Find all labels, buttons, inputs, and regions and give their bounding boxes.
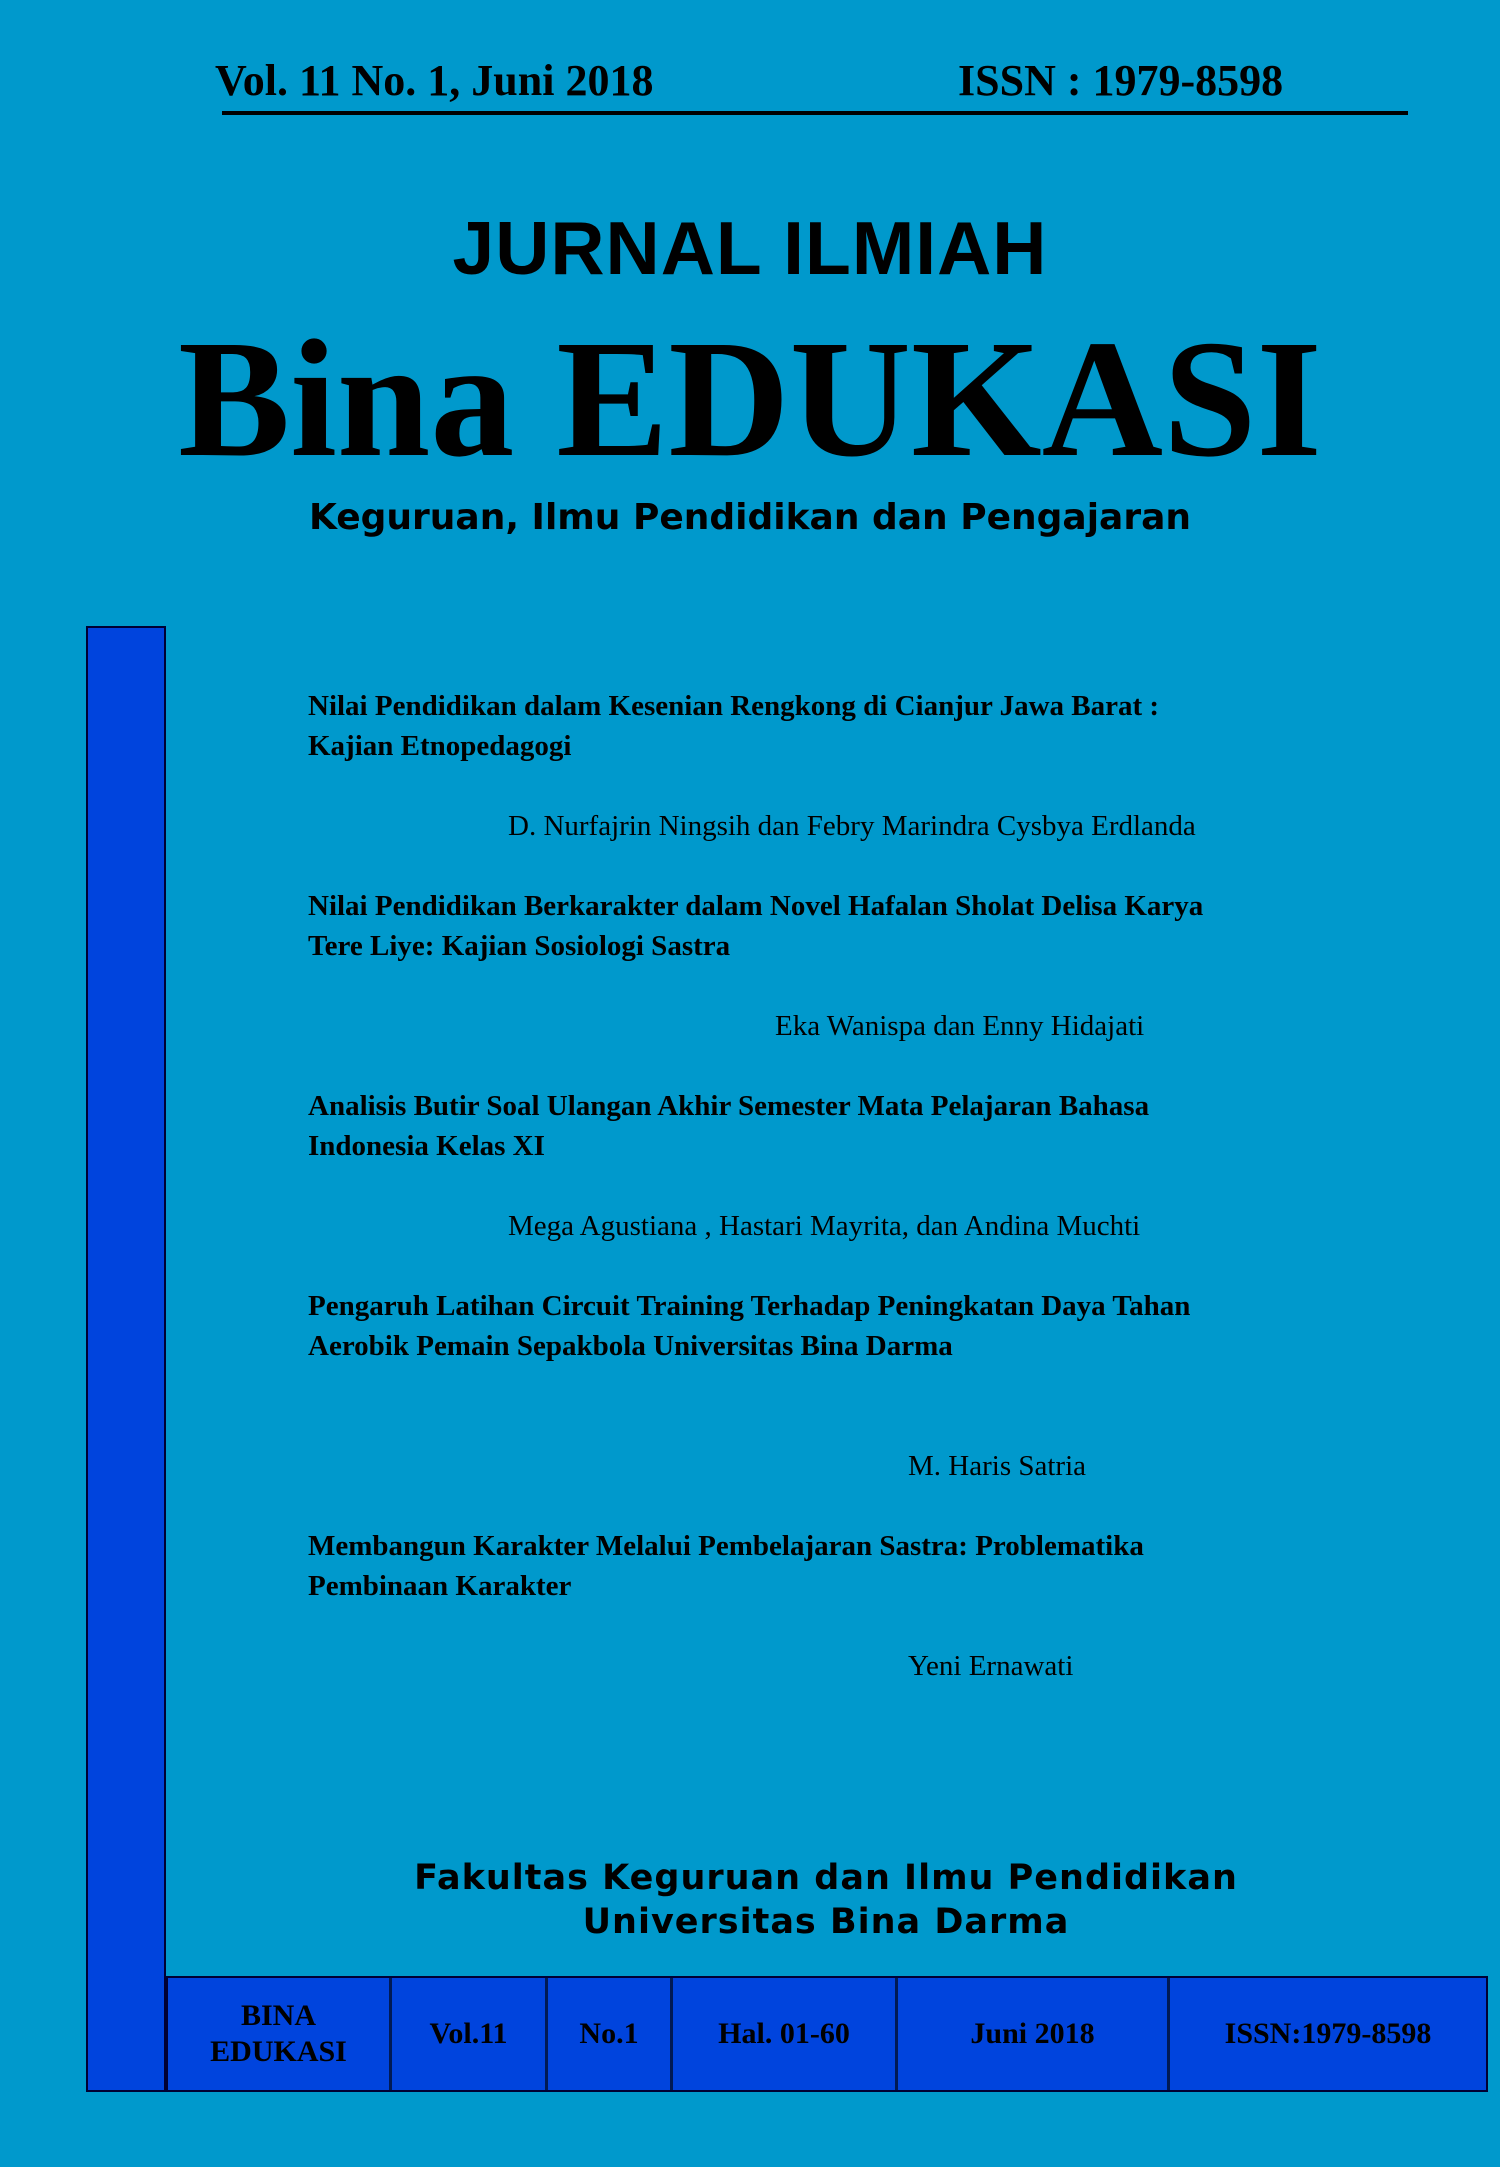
article-title-line: Kajian Etnopedagogi xyxy=(308,730,572,762)
article-title xyxy=(308,886,1328,966)
article-title xyxy=(308,1086,1328,1166)
article-authors: Yeni Ernawati xyxy=(908,1650,1074,1682)
side-bar xyxy=(86,626,166,2092)
article-title-line: Nilai Pendidikan dalam Kesenian Rengkong di Cianjur Jawa Barat : xyxy=(308,690,1160,722)
footer-journal-line: BINA xyxy=(240,1999,316,2032)
article-authors: Mega Agustiana , Hastari Mayrita, dan Andina Muchti xyxy=(508,1210,1141,1242)
header-volume: Vol. 11 No. 1, Juni 2018 xyxy=(215,56,654,105)
footer-journal-line: EDUKASI xyxy=(210,2035,347,2068)
publisher xyxy=(166,1856,1486,1944)
footer-issn: ISSN:1979-8598 xyxy=(1224,2017,1432,2050)
article-authors: Eka Wanispa dan Enny Hidajati xyxy=(775,1010,1145,1042)
header-divider xyxy=(222,111,1408,115)
publisher-faculty: Fakultas Keguruan dan Ilmu Pendidikan xyxy=(414,1858,1238,1898)
footer-volume: Vol.11 xyxy=(392,1978,548,2090)
article-title-line: Pembinaan Karakter xyxy=(308,1570,572,1602)
footer-date: Juni 2018 xyxy=(898,1978,1170,2090)
footer-pages: Hal. 01-60 xyxy=(673,1978,898,2090)
article-title-line: Tere Liye: Kajian Sosiologi Sastra xyxy=(308,930,731,962)
masthead-title: Bina EDUKASI xyxy=(178,306,1322,492)
article-title-line: Indonesia Kelas XI xyxy=(308,1130,545,1162)
article-authors: D. Nurfajrin Ningsih dan Febry Marindra Cysbya Erdlanda xyxy=(508,810,1196,842)
article-title-line: Analisis Butir Soal Ulangan Akhir Semester Mata Pelajaran Bahasa xyxy=(308,1090,1150,1122)
article-title xyxy=(308,1526,1328,1606)
article-title-line: Pengaruh Latihan Circuit Training Terhadap Peningkatan Daya Tahan xyxy=(308,1290,1191,1322)
article-title-line: Aerobik Pemain Sepakbola Universitas Bina Darma xyxy=(308,1330,953,1362)
masthead-kicker: JURNAL ILMIAH xyxy=(452,206,1048,290)
publisher-university: Universitas Bina Darma xyxy=(582,1902,1070,1942)
masthead-subtitle: Keguruan, Ilmu Pendidikan dan Pengajaran xyxy=(308,497,1192,538)
article-title-line: Membangun Karakter Melalui Pembelajaran Sastra: Problematika xyxy=(308,1530,1144,1562)
article-authors: M. Haris Satria xyxy=(908,1450,1086,1482)
article-title-line: Nilai Pendidikan Berkarakter dalam Novel Hafalan Sholat Delisa Karya xyxy=(308,890,1204,922)
article-title xyxy=(308,686,1328,766)
article-title xyxy=(308,1286,1328,1366)
footer-bar xyxy=(166,1976,1488,2092)
footer-journal xyxy=(168,1978,392,2090)
header-issn: ISSN : 1979-8598 xyxy=(958,56,1284,105)
footer-number: No.1 xyxy=(548,1978,673,2090)
